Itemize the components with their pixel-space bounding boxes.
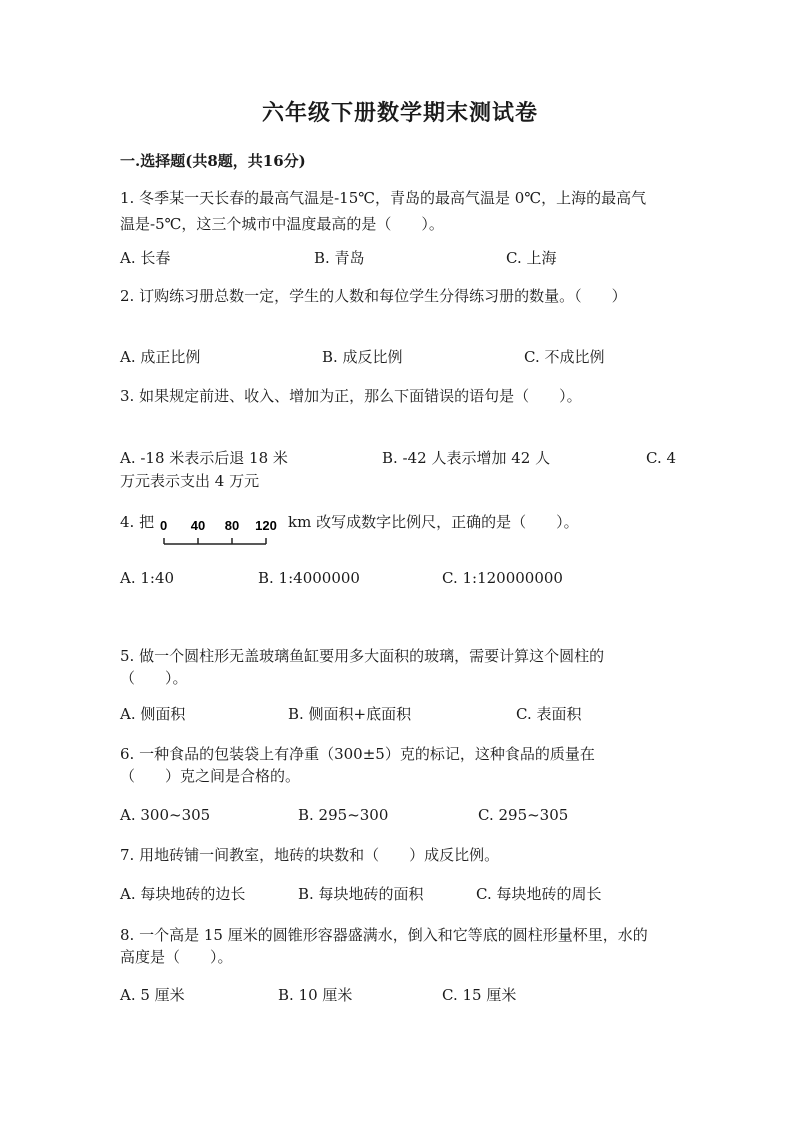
- question-6-line-1: 6. 一种食品的包装袋上有净重（300±5）克的标记，这种食品的质量在: [120, 745, 595, 763]
- question-2-option-a[interactable]: A. 成正比例: [120, 348, 201, 366]
- question-1-option-a[interactable]: A. 长春: [120, 249, 171, 267]
- question-1-option-b[interactable]: B. 青岛: [314, 249, 365, 267]
- question-2-option-c[interactable]: C. 不成比例: [524, 348, 605, 366]
- question-2-line-1: 2. 订购练习册总数一定，学生的人数和每位学生分得练习册的数量。（ ）: [120, 287, 627, 305]
- scale-label-120: 120: [255, 518, 277, 533]
- question-5-option-b[interactable]: B. 侧面积+底面积: [288, 705, 412, 723]
- question-7-line-1: 7. 用地砖铺一间教室，地砖的块数和（ ）成反比例。: [120, 846, 500, 864]
- section-heading: 一.选择题(共8题，共16分): [120, 152, 306, 170]
- question-8-line-1: 8. 一个高是 15 厘米的圆锥形容器盛满水，倒入和它等底的圆柱形量杯里，水的: [120, 926, 648, 944]
- question-3-option-b[interactable]: B. -42 人表示增加 42 人: [382, 449, 551, 467]
- question-1-line-2: 温是-5℃，这三个城市中温度最高的是（ ）。: [120, 215, 444, 233]
- question-4-option-c[interactable]: C. 1:120000000: [442, 569, 563, 587]
- question-4-tail: km 改写成数字比例尺，正确的是（ ）。: [288, 513, 579, 531]
- question-7-option-a[interactable]: A. 每块地砖的边长: [120, 885, 246, 903]
- question-4-option-b[interactable]: B. 1:4000000: [258, 569, 360, 587]
- question-6-line-2: （ ）克之间是合格的。: [120, 767, 301, 785]
- question-6-option-b[interactable]: B. 295~300: [298, 806, 389, 824]
- question-5-line-2: （ ）。: [120, 669, 188, 687]
- question-3-option-c[interactable]: C. 4: [646, 449, 677, 467]
- scale-label-80: 80: [224, 518, 240, 533]
- question-5-option-c[interactable]: C. 表面积: [516, 705, 582, 723]
- question-7-option-c[interactable]: C. 每块地砖的周长: [476, 885, 602, 903]
- question-4-option-a[interactable]: A. 1:40: [120, 569, 175, 587]
- question-4-head: 4. 把: [120, 513, 155, 531]
- question-7-option-b[interactable]: B. 每块地砖的面积: [298, 885, 424, 903]
- question-3-line-1: 3. 如果规定前进、收入、增加为正，那么下面错误的语句是（ ）。: [120, 387, 582, 405]
- question-5-option-a[interactable]: A. 侧面积: [120, 705, 186, 723]
- question-8-option-c[interactable]: C. 15 厘米: [442, 986, 517, 1004]
- question-6-option-a[interactable]: A. 300~305: [120, 806, 211, 824]
- scale-label-40: 40: [190, 518, 206, 533]
- line-scale-figure: [158, 518, 286, 548]
- page-title: 六年级下册数学期末测试卷: [261, 100, 538, 126]
- question-8-option-a[interactable]: A. 5 厘米: [120, 986, 185, 1004]
- question-1-option-c[interactable]: C. 上海: [506, 249, 557, 267]
- question-2-option-b[interactable]: B. 成反比例: [322, 348, 403, 366]
- question-8-option-b[interactable]: B. 10 厘米: [278, 986, 353, 1004]
- scale-label-0: 0: [160, 518, 168, 533]
- question-1-line-1: 1. 冬季某一天长春的最高气温是-15℃，青岛的最高气温是 0℃，上海的最高气: [120, 189, 647, 207]
- question-8-line-2: 高度是（ ）。: [120, 948, 233, 966]
- question-3-option-c-continued: 万元表示支出 4 万元: [120, 472, 260, 490]
- question-5-line-1: 5. 做一个圆柱形无盖玻璃鱼缸要用多大面积的玻璃，需要计算这个圆柱的: [120, 647, 605, 665]
- question-3-option-a[interactable]: A. -18 米表示后退 18 米: [120, 449, 288, 467]
- question-6-option-c[interactable]: C. 295~305: [478, 806, 569, 824]
